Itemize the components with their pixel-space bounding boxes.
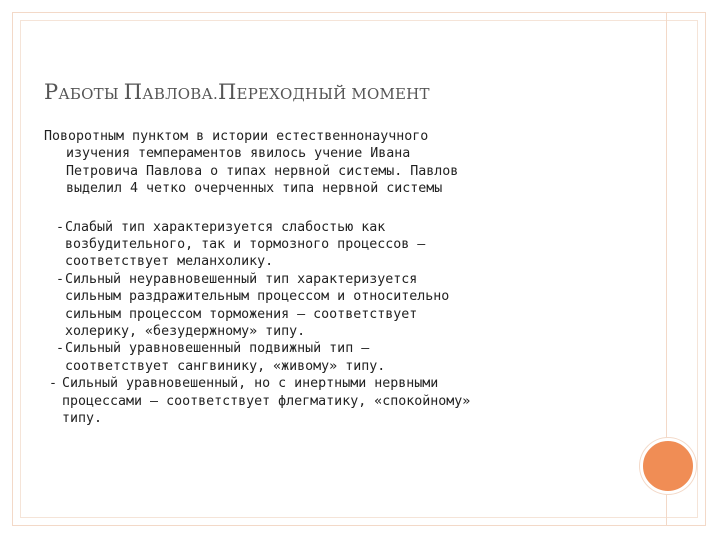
slide-body bbox=[44, 128, 474, 428]
bullet-dash: - bbox=[56, 341, 65, 357]
intro-paragraph: Поворотным пунктом в истории естественнонаучного изучения темпераментов явилось учение Ивана Петровича Павлова о типах нервной системы. Павлов выделил 4 четко очерченных типа нервной системы bbox=[44, 129, 459, 197]
slide-title bbox=[44, 80, 430, 104]
bullet-dash: - bbox=[49, 376, 58, 392]
title-part1-rest: АБОТЫ bbox=[58, 85, 124, 103]
type-item-text: Сильный неуравновешенный тип характеризуется сильным раздражительным процессом и относительно сильным процессом торможения — соответствует холерику, «безудержному» типу. bbox=[65, 271, 450, 340]
title-part2-initial: П bbox=[123, 80, 143, 104]
type-item-text: Сильный уравновешенный подвижный тип — соответствует сангвинику, «живому» типу. bbox=[65, 341, 386, 374]
title-part3-rest: ЕРЕХОДНЫЙ МОМЕНТ bbox=[236, 85, 430, 103]
type-item-sanguine bbox=[44, 340, 474, 375]
title-part3-initial: П bbox=[218, 80, 237, 104]
bullet-dash: - bbox=[56, 271, 65, 287]
type-item-phlegmatic bbox=[44, 375, 474, 427]
type-item-melancholic bbox=[44, 219, 474, 271]
orange-circle-decoration bbox=[640, 438, 696, 494]
title-part1-initial: Р bbox=[44, 80, 59, 104]
bullet-dash: - bbox=[56, 219, 65, 235]
type-item-text: Сильный уравновешенный, но с инертными нервными процессами — соответствует флегматику, «спокойному» типу. bbox=[62, 376, 471, 427]
type-item-choleric bbox=[44, 271, 474, 341]
type-item-text: Слабый тип характеризуется слабостью как возбудительного, так и тормозного процессов — соответствует меланхолику. bbox=[65, 219, 426, 270]
title-part2-rest: АВЛОВА. bbox=[142, 85, 219, 103]
